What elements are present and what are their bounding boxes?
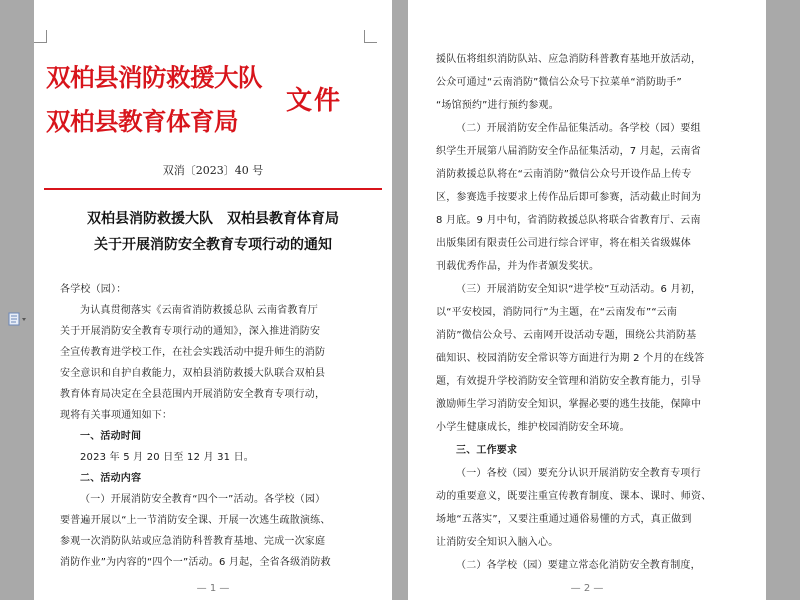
document-page-1 bbox=[34, 0, 392, 600]
header-org-line-1: 双柏县消防救援大队 bbox=[46, 63, 262, 92]
page-2-body-line: （二）各学校（园）要建立常态化消防安全教育制度， bbox=[456, 560, 701, 571]
page-2-body-line: 小学生健康成长，维护校园消防安全环境。 bbox=[436, 422, 630, 433]
page-2-body-line: 公众可通过“云南消防”微信公众号下拉菜单“消防助手” bbox=[436, 77, 682, 88]
page-1-body-line: 现将有关事项通知如下： bbox=[60, 410, 173, 421]
page-2-body-line: （三）开展消防安全知识“进学校”互动活动。6 月初， bbox=[456, 284, 702, 295]
page-2-body-line: 8 月底。9 月中旬，省消防救援总队将联合省教育厅、云南 bbox=[436, 215, 701, 226]
page-1-body-line: 教育体育局决定在全县范围内开展消防安全教育专项行动， bbox=[60, 389, 326, 400]
document-number: 双消〔2023〕40 号 bbox=[162, 164, 264, 177]
page-2-body-line: 以“平安校园，消防同行”为主题，在“云南发布”“云南 bbox=[436, 307, 678, 318]
page-1-body-line: 各学校（园）： bbox=[60, 284, 127, 295]
notice-title-line-2: 关于开展消防安全教育专项行动的通知 bbox=[94, 237, 332, 253]
page-1-body-line: 消防作业”为内容的“四个一”活动。6 月起，全省各级消防救 bbox=[60, 557, 331, 568]
page-2-body-line: 出版集团有限责任公司进行综合评审，将在相关省级媒体 bbox=[436, 238, 691, 249]
page-2-body-line: 激励师生学习消防安全知识，掌握必要的逃生技能，保障中 bbox=[436, 399, 702, 410]
page-1-body-line: 二、活动内容 bbox=[80, 473, 142, 484]
page-2-body-line: 场地“五落实”，又要注重通过通俗易懂的方式，真正做到 bbox=[436, 514, 692, 525]
page-1-body-line: 安全意识和自护自救能力，双柏县消防救援大队联合双柏县 bbox=[60, 368, 326, 379]
margin-corner-mark bbox=[364, 30, 377, 43]
page-2-body-line: “场馆预约”进行预约参观。 bbox=[436, 100, 559, 111]
page-2-body-line: 消防救援总队将在“云南消防”微信公众号开设作品上传专 bbox=[436, 169, 692, 180]
page-1-body-line: 一、活动时间 bbox=[80, 431, 142, 442]
page-1-body-line: 为认真贯彻落实《云南省消防救援总队 云南省教育厅 bbox=[80, 305, 318, 316]
header-org-line-2: 双柏县教育体育局 bbox=[46, 107, 238, 136]
header-document-suffix: 文件 bbox=[286, 86, 343, 116]
page-2-body-line: 三、工作要求 bbox=[456, 445, 518, 456]
page-2-body-line: 让消防安全知识入脑入心。 bbox=[436, 537, 559, 548]
page-number-value: 1 bbox=[209, 583, 217, 594]
page-1-body-line: 关于开展消防安全教育专项行动的通知》，深入推进消防安 bbox=[60, 326, 321, 337]
document-note-icon[interactable] bbox=[8, 312, 30, 326]
page-1-body-line: 要普遍开展以“上一节消防安全课、开展一次逃生疏散演练、 bbox=[60, 515, 331, 526]
header-red-rule bbox=[44, 188, 382, 190]
page-1-body-line: 2023 年 5 月 20 日至 12 月 31 日。 bbox=[80, 452, 254, 463]
page-2-body-line: 区，参赛选手按要求上传作品后即可参赛，活动截止时间为 bbox=[436, 192, 702, 203]
page-2-body-line: （一）各校（园）要充分认识开展消防安全教育专项行 bbox=[456, 468, 701, 479]
page-number-value: 2 bbox=[583, 583, 591, 594]
page-2-body-line: 消防”微信公众号、云南网开设活动专题，围绕公共消防基 bbox=[436, 330, 697, 341]
page-2-body-line: 刊载优秀作品，并为作者颁发奖状。 bbox=[436, 261, 600, 272]
page-2-body-line: 援队伍将组织消防队站、应急消防科普教育基地开放活动， bbox=[436, 54, 702, 65]
page-2-body-line: 动的重要意义，既要注重宣传教育制度、课本、课时、师资、 bbox=[436, 491, 712, 502]
page-2-body-line: 织学生开展第八届消防安全作品征集活动，7 月起，云南省 bbox=[436, 146, 701, 157]
page-1-body-line: （一）开展消防安全教育“四个一”活动。各学校（园） bbox=[80, 494, 326, 505]
margin-corner-mark bbox=[34, 30, 47, 43]
page-1-body-line: 全宣传教育进学校工作，在社会实践活动中提升师生的消防 bbox=[60, 347, 326, 358]
document-page-2 bbox=[408, 0, 766, 600]
page-2-body-line: 础知识、校园消防安全常识等方面进行为期 2 个月的在线答 bbox=[436, 353, 705, 364]
notice-title-line-1: 双柏县消防救援大队 双柏县教育体育局 bbox=[87, 211, 339, 227]
page-1-body-line: 参观一次消防队站或应急消防科普教育基地、完成一次家庭 bbox=[60, 536, 326, 547]
page-number: — 2 — bbox=[570, 583, 604, 594]
page-2-body-line: （二）开展消防安全作品征集活动。各学校（园）要组 bbox=[456, 123, 701, 134]
page-number: — 1 — bbox=[196, 583, 230, 594]
page-2-body-line: 题，有效提升学校消防安全管理和消防安全教育能力，引导 bbox=[436, 376, 702, 387]
